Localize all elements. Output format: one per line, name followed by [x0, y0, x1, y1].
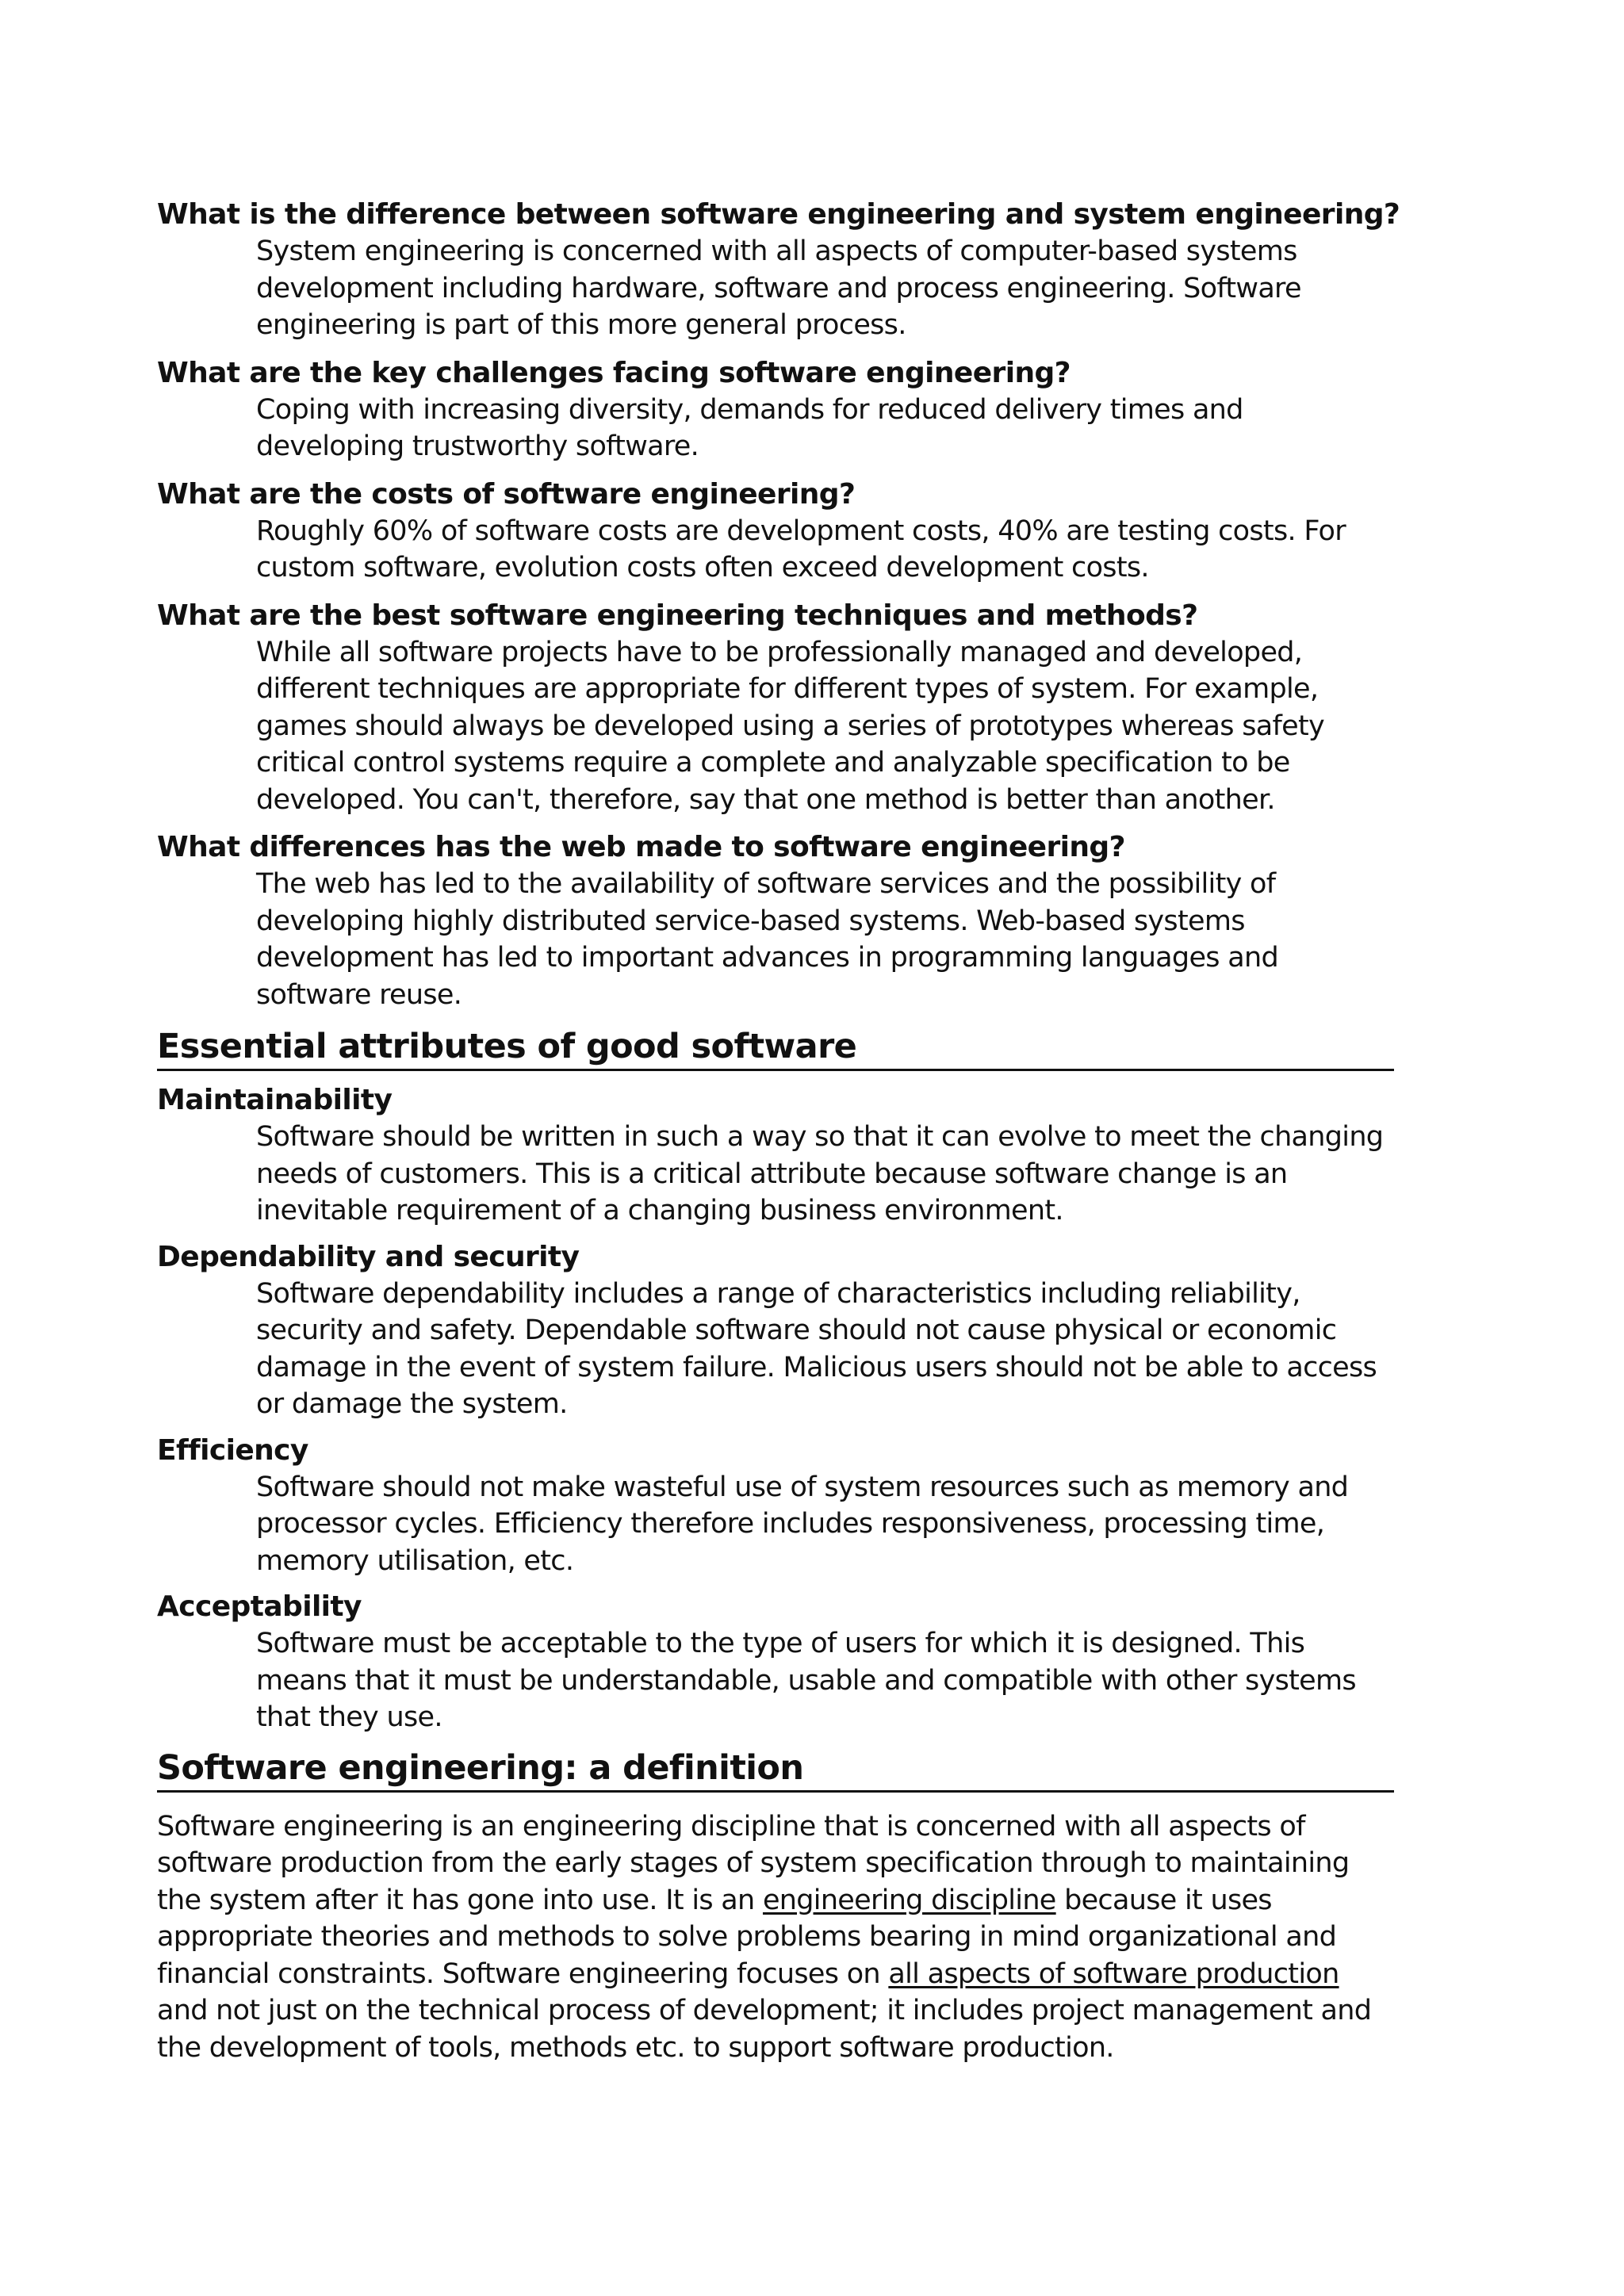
attribute-item: [157, 1239, 1394, 1423]
attribute-name: Maintainability: [157, 1084, 393, 1116]
document-page: [157, 197, 1400, 2066]
attributes-heading: Essential attributes of good software: [157, 1024, 1394, 1071]
faq-answer: System engineering is concerned with all aspects of computer-based systems development including hardware, software and process engineering. Software engineering is part of this more general process.: [256, 235, 1301, 341]
faq-question: What are the key challenges facing software engineering?: [157, 356, 1071, 389]
attribute-name: Dependability and security: [157, 1240, 580, 1273]
software-production-underlined: all aspects of software production: [888, 1957, 1339, 1990]
faq-answer: While all software projects have to be professionally managed and developed, different techniques are appropriate for different types of system. For example, games should always be developed using a series of prototypes whereas safety critical control systems require a complete and analyzable specification to be developed. You can't, therefore, say that one method is better than another.: [256, 636, 1325, 816]
faq-question: What differences has the web made to software engineering?: [157, 831, 1125, 863]
attribute-name: Efficiency: [157, 1433, 308, 1467]
attribute-item: [157, 1082, 1394, 1230]
attribute-description: Software should not make wasteful use of system resources such as memory and processor cycles. Efficiency therefore includes responsiveness, processing time, memory utilisation, etc.: [256, 1471, 1349, 1577]
faq-item: [157, 197, 1400, 344]
definition-heading: Software engineering: a definition: [157, 1746, 1394, 1793]
faq-answer: The web has led to the availability of software services and the possibility of developing highly distributed service-based systems. Web-based systems development has led to important advances in programming languages and software reuse.: [256, 868, 1278, 1011]
attribute-item: [157, 1433, 1394, 1580]
faq-item: [157, 355, 1394, 465]
attribute-description: Software should be written in such a way so that it can evolve to meet the changing needs of customers. This is a critical attribute because software change is an inevitable requirement of a changing business environment.: [256, 1121, 1384, 1226]
attribute-item: [157, 1589, 1394, 1736]
faq-item: [157, 829, 1394, 1013]
faq-item: [157, 598, 1394, 819]
definition-paragraph: [157, 1808, 1382, 2067]
faq-item: [157, 476, 1394, 587]
attribute-description: Software dependability includes a range of characteristics including reliability, security and safety. Dependable software should not cause physical or economic damage in the event of system failure. Malicious users should not be able to access or damage the system.: [256, 1277, 1377, 1420]
definition-text: and not just on the technical process of development; it includes project management and the development of tools, methods etc. to support software production.: [157, 1995, 1372, 2064]
attribute-name: Acceptability: [157, 1590, 362, 1623]
engineering-discipline-underlined: engineering discipline: [762, 1884, 1056, 1916]
definition-text: because it uses appropriate theories and methods to solve problems bearing in mind organizational and financial constraints. Software engineering focuses on: [157, 1884, 1337, 1990]
definition-text: Software engineering is an engineering discipline that is concerned with all aspects of software production from the early stages of system specification through to maintaining the system after it has gone into use. It is an: [157, 1810, 1350, 1916]
attribute-description: Software must be acceptable to the type of users for which it is designed. This means that it must be understandable, usable and compatible with other systems that they use.: [256, 1628, 1356, 1733]
faq-question: What are the costs of software engineering?: [157, 477, 856, 511]
faq-answer: Roughly 60% of software costs are development costs, 40% are testing costs. For custom software, evolution costs often exceed development costs.: [256, 515, 1346, 584]
faq-question: What is the difference between software engineering and system engineering?: [157, 198, 1400, 231]
faq-question: What are the best software engineering techniques and methods?: [157, 599, 1198, 632]
faq-answer: Coping with increasing diversity, demands for reduced delivery times and developing trustworthy software.: [256, 393, 1243, 462]
